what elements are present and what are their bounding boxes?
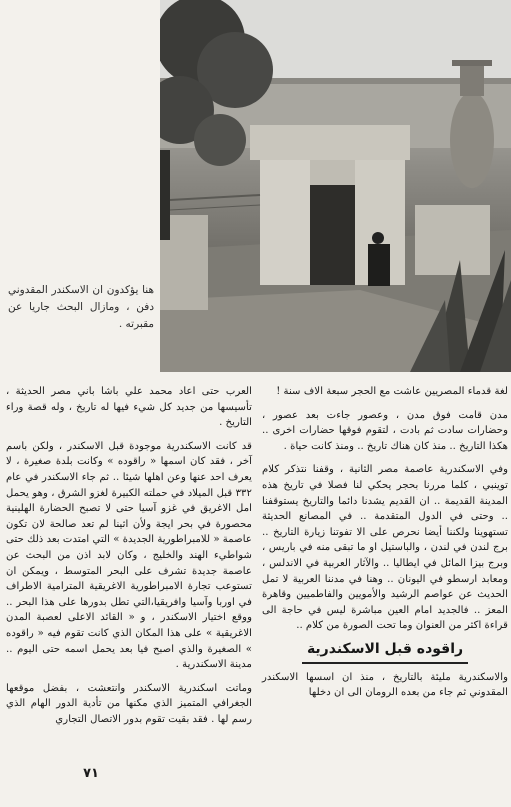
section-heading: راقوده قبل الاسكندرية [306, 640, 464, 657]
paragraph: وماتت اسكندرية الاسكندر وانتعشت ، بفضل موقعها الجغرافي المتميز الذي مكنها من تأدية الدور الهام الذي رسم لها . فقد بقيت تقوم بدور الاتصال التجاري [6, 682, 252, 725]
paragraph: والاسكندرية مليئة بالتاريخ ، منذ ان اسسها الاسكندر المقدوني ثم جاء من بعده الرومان الى ان دخلها [262, 671, 508, 699]
page-number: ٧١ [83, 766, 99, 781]
photo-caption: هنا يؤكدون ان الاسكندر المقدوني دفن ، ومازال البحث جاريا عن مقبرته . [8, 284, 154, 330]
paragraph: العرب حتى اعاد محمد علي باشا باني مصر الحديثة ، تأسيسها من جديد كل شيء فيها له تاريخ ، وله قصة وراء التاريخ . [6, 386, 252, 429]
paragraph: لغة قدماء المصريين عاشت مع الحجر سبعة الاف سنة ! [276, 386, 508, 397]
right-column [262, 384, 508, 709]
tomb-photograph [160, 0, 511, 372]
heading-rule [302, 662, 468, 664]
photo-illustration [160, 0, 511, 372]
paragraph: مدن قامت فوق مدن ، وعصور جاءت بعد عصور ، وحضارات سادت ثم بادت ، لتقوم فوقها حضارات اخرى .. هكذا التاريخ .. منذ كان هناك تاريخ .. ومنذ كانت حياة . [262, 409, 508, 452]
paragraph: قد كانت الاسكندرية موجودة قبل الاسكندر ، ولكن باسم آخر ، فقد كان اسمها « راقوده » وكانت بلدة صغيرة ، لا يعرف احد عنها وعن اهلها شيئا .. ثم جاء الاسكندر في عام ٣٣٢ قبل الميلاد في حملته الكبيرة لغزو الشرق ، وهو يحمل امل الاغريق في غزو آسيا حتى لا تصبح الحضارة الهلينية محصورة في بحر ايجة ولأن اثينا لم تعد صالحة لان تكون عاصمة « للامبراطورية الجديدة » التي امتدت بعد ذلك حتى شواطيء الهند والخليج ، وكان لابد اذن من البحث عن عاصمة جديدة تشرف على البحر المتوسط ، ويمكن ان تستوعب تجارة الامبراطورية الاغريقية المترامية الاطراف في اوربا وآسيا وافريقيا،التي تطل بدورها على هذا البحر .. ووقع اختيار الاسكندر ، و « القائد الاعلى لعصبة المدن الاغريقية » على هذا المكان الذي كانت تقوم فيه « راقوده » الصغيرة والذي اصبح فيا بعد يحمل اسمه حتى اليوم .. مدينة الاسكندرية . [6, 440, 252, 671]
left-column [6, 384, 252, 735]
paragraph: وفي الاسكندرية عاصمة مصر الثانية ، وقفنا نتذكر كلام توينبي ، كلما مررنا بحجر يحكي لنا فصلا في تاريخ هذه المدينة القديمة .. ان القديم يشدنا دائما والتاريخ يستوقفنا .. وحتى في الدول المتقدمة .. في المصانع الحديثة تستهوينا ولكننا أيضا نحرص على الا تفوتنا زيارة التاريخ .. برج لندن في لندن ، والباستيل او ما تبقى منه في باريس ، وبرج بيزا المائل في ايطاليا .. والآثار العربية في الاندلس ، ومعابد ارسطو في اليونان .. وهنا في مدننا العربية لا تمل الحديث عن عواصم الرشيد والأمويين والفاطميين وقاهرة المعز .. فالجديد امام العين مباشرة ليس في حاجة الى قراءة اكثر من العنوان وما تحت الصورة من كلام .. [262, 464, 508, 632]
